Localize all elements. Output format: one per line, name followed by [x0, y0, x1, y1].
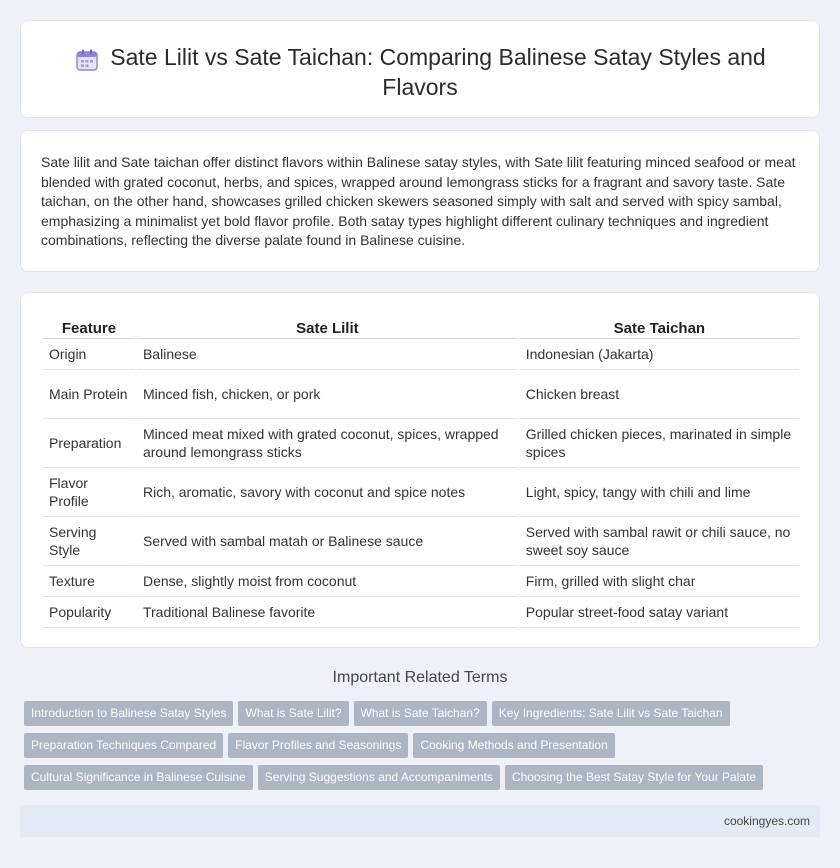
- title-row: [51, 42, 789, 102]
- sate-taichan-cell: Grilled chicken pieces, marinated in simple spices: [520, 419, 799, 468]
- feature-cell: Main Protein: [43, 370, 135, 419]
- table-row: [43, 566, 799, 597]
- sate-taichan-cell: Indonesian (Jakarta): [520, 339, 799, 370]
- table-header-row: [43, 313, 799, 339]
- tag-cooking-methods[interactable]: Cooking Methods and Presentation: [413, 733, 614, 758]
- related-terms-tags: [24, 701, 824, 797]
- calendar-icon: [74, 47, 100, 73]
- table-row: [43, 597, 799, 628]
- footer-site-name[interactable]: cookingyes.com: [723, 814, 810, 828]
- sate-lilit-cell: Traditional Balinese favorite: [137, 597, 518, 628]
- tag-what-is-sate-taichan[interactable]: What is Sate Taichan?: [354, 701, 487, 726]
- header-sate-lilit: Sate Lilit: [137, 313, 518, 339]
- tag-introduction[interactable]: Introduction to Balinese Satay Styles: [24, 701, 233, 726]
- tag-key-ingredients[interactable]: Key Ingredients: Sate Lilit vs Sate Taichan: [492, 701, 730, 726]
- comparison-table-card: [20, 292, 820, 648]
- page-title: Sate Lilit vs Sate Taichan: Comparing Balinese Satay Styles and Flavors: [110, 44, 766, 100]
- footer: [20, 805, 820, 837]
- tag-what-is-sate-lilit[interactable]: What is Sate Lilit?: [238, 701, 348, 726]
- feature-cell: Serving Style: [43, 517, 135, 566]
- sate-lilit-cell: Rich, aromatic, savory with coconut and spice notes: [137, 468, 518, 517]
- tag-preparation-techniques[interactable]: Preparation Techniques Compared: [24, 733, 223, 758]
- sate-taichan-cell: Firm, grilled with slight char: [520, 566, 799, 597]
- sate-taichan-cell: Chicken breast: [520, 370, 799, 419]
- tag-cultural-significance[interactable]: Cultural Significance in Balinese Cuisine: [24, 765, 253, 790]
- feature-cell: Preparation: [43, 419, 135, 468]
- sate-lilit-cell: Dense, slightly moist from coconut: [137, 566, 518, 597]
- feature-cell: Origin: [43, 339, 135, 370]
- sate-lilit-cell: Minced meat mixed with grated coconut, spices, wrapped around lemongrass sticks: [137, 419, 518, 468]
- sate-lilit-cell: Minced fish, chicken, or pork: [137, 370, 518, 419]
- intro-card: [20, 130, 820, 272]
- comparison-table: [41, 313, 801, 628]
- table-row: [43, 370, 799, 419]
- feature-cell: Flavor Profile: [43, 468, 135, 517]
- intro-paragraph: Sate lilit and Sate taichan offer distinct flavors within Balinese satay styles, with Sate lilit featuring minced seafood or meat blended with grated coconut, herbs, and spices, wrapped around lemongrass sticks for a fragrant and savory taste. Sate taichan, on the other hand, showcases grilled chicken skewers seasoned simply with salt and served with spicy sambal, emphasizing a minimalist yet bold flavor profile. Both satay types highlight different culinary techniques and ingredient combinations, reflecting the diverse palate found in Balinese cuisine.: [41, 154, 796, 248]
- related-terms-title: Important Related Terms: [332, 669, 508, 686]
- sate-taichan-cell: Popular street-food satay variant: [520, 597, 799, 628]
- table-row: [43, 468, 799, 517]
- table-row: [43, 517, 799, 566]
- tag-choosing-best-style[interactable]: Choosing the Best Satay Style for Your Palate: [505, 765, 763, 790]
- header-feature: Feature: [43, 313, 135, 339]
- tag-flavor-profiles[interactable]: Flavor Profiles and Seasonings: [228, 733, 408, 758]
- header-card: [20, 20, 820, 118]
- sate-taichan-cell: Light, spicy, tangy with chili and lime: [520, 468, 799, 517]
- header-sate-taichan: Sate Taichan: [520, 313, 799, 339]
- sate-taichan-cell: Served with sambal rawit or chili sauce, no sweet soy sauce: [520, 517, 799, 566]
- sate-lilit-cell: Balinese: [137, 339, 518, 370]
- feature-cell: Texture: [43, 566, 135, 597]
- feature-cell: Popularity: [43, 597, 135, 628]
- sate-lilit-cell: Served with sambal matah or Balinese sauce: [137, 517, 518, 566]
- table-row: [43, 339, 799, 370]
- table-row: [43, 419, 799, 468]
- tag-serving-suggestions[interactable]: Serving Suggestions and Accompaniments: [258, 765, 500, 790]
